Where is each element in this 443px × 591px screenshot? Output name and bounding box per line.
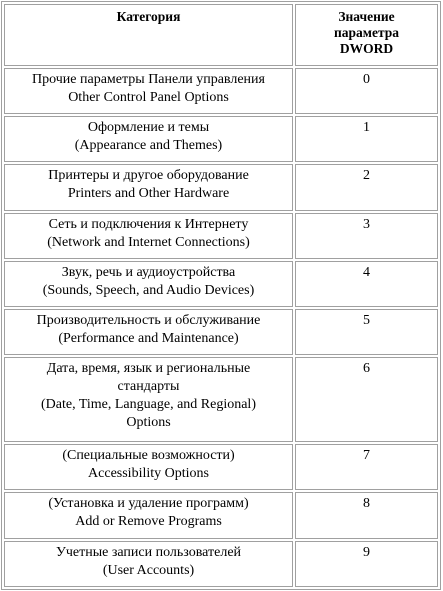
category-line: (Sounds, Speech, and Audio Devices) (42, 282, 255, 298)
category-line: Options (126, 415, 171, 431)
table-row (4, 261, 438, 307)
category-line: Сеть и подключения к Интернету (48, 216, 249, 232)
category-line: (User Accounts) (102, 562, 195, 578)
category-line: Звук, речь и аудиоустройства (61, 264, 236, 280)
category-cell (4, 492, 293, 538)
table-row (4, 541, 438, 587)
category-line: Принтеры и другое оборудование (48, 168, 249, 184)
table-header-row (4, 4, 438, 66)
category-line: Add or Remove Programs (75, 514, 222, 530)
header-category (4, 4, 293, 66)
header-value-line: Значение (338, 9, 395, 24)
value-cell: 9 (295, 541, 438, 587)
table-row (4, 444, 438, 490)
category-line: (Специальные возможности) (62, 448, 235, 464)
value-cell: 5 (295, 309, 438, 355)
header-value (295, 4, 438, 66)
category-cell (4, 541, 293, 587)
category-cell (4, 116, 293, 162)
category-cell (4, 261, 293, 307)
category-cell (4, 444, 293, 490)
table-row (4, 213, 438, 259)
table-row (4, 164, 438, 210)
value-cell: 0 (295, 68, 438, 114)
category-line: Other Control Panel Options (68, 90, 229, 105)
table-row (4, 492, 438, 538)
category-cell (4, 68, 293, 114)
value-cell: 6 (295, 357, 438, 442)
category-cell (4, 357, 293, 442)
table-row (4, 116, 438, 162)
category-line: Производительность и обслуживание (36, 313, 261, 329)
category-line: Printers and Other Hardware (67, 186, 230, 202)
value-cell: 2 (295, 164, 438, 210)
value-cell: 1 (295, 116, 438, 162)
category-line: стандарты (117, 379, 180, 395)
category-cell (4, 213, 293, 259)
header-category-label: Категория (116, 9, 181, 24)
value-cell: 3 (295, 213, 438, 259)
category-line: Оформление и темы (87, 120, 210, 136)
category-cell (4, 309, 293, 355)
category-line: (Date, Time, Language, and Regional) (40, 397, 256, 413)
category-table (1, 1, 441, 590)
value-cell: 8 (295, 492, 438, 538)
header-value-line: параметра (333, 25, 400, 40)
category-line: Accessibility Options (88, 466, 209, 482)
category-line: Прочие параметры Панели управления (32, 72, 265, 87)
category-line: (Установка и удаление программ) (48, 496, 249, 512)
category-line: Дата, время, язык и региональные (46, 361, 251, 377)
header-value-line: DWORD (339, 41, 394, 56)
table-row (4, 357, 438, 442)
value-cell: 4 (295, 261, 438, 307)
value-cell: 7 (295, 444, 438, 490)
category-line: (Network and Internet Connections) (47, 234, 250, 250)
table-row (4, 68, 438, 114)
category-line: Учетные записи пользователей (55, 544, 242, 560)
category-cell (4, 164, 293, 210)
category-line: (Performance and Maintenance) (58, 331, 239, 347)
table-row (4, 309, 438, 355)
category-line: (Appearance and Themes) (74, 138, 223, 154)
